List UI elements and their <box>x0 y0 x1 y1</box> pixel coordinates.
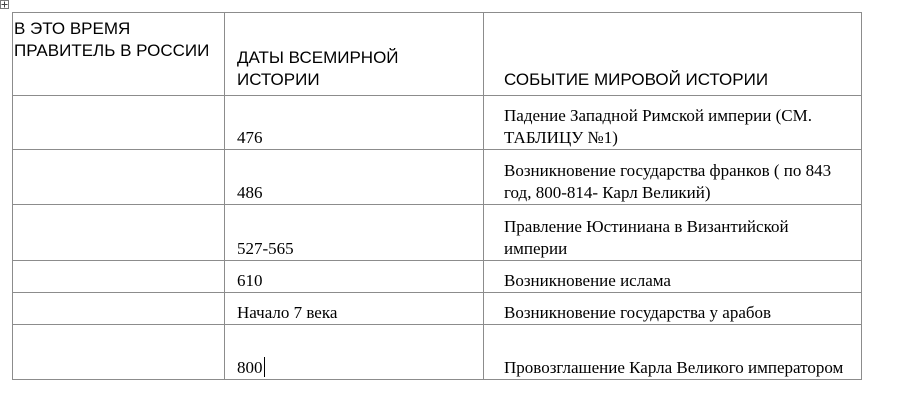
table-row <box>13 150 862 205</box>
text-cursor <box>264 357 265 377</box>
table-row <box>13 205 862 261</box>
ruler-cell[interactable] <box>13 325 225 380</box>
date-cell[interactable] <box>225 325 484 380</box>
header-event-cell[interactable]: СОБЫТИЕ МИРОВОЙ ИСТОРИИ <box>484 13 862 96</box>
move-arrows-icon <box>1 1 8 8</box>
date-cell[interactable]: Начало 7 века <box>225 293 484 325</box>
date-cell[interactable]: 527-565 <box>225 205 484 261</box>
event-cell[interactable]: Возникновение государства франков ( по 843 год, 800-814- Карл Великий) <box>484 150 862 205</box>
ruler-cell[interactable] <box>13 150 225 205</box>
table-row <box>13 96 862 150</box>
table-row <box>13 293 862 325</box>
table-header-row <box>13 13 862 96</box>
ruler-cell[interactable] <box>13 293 225 325</box>
header-ruler-cell[interactable]: В ЭТО ВРЕМЯ ПРАВИТЕЛЬ В РОССИИ <box>13 13 225 96</box>
event-cell[interactable]: Падение Западной Римской империи (СМ. ТАБЛИЦУ №1) <box>484 96 862 150</box>
table-row <box>13 261 862 293</box>
date-text: 800 <box>237 358 263 377</box>
ruler-cell[interactable] <box>13 205 225 261</box>
history-table <box>12 12 862 380</box>
table-row <box>13 325 862 380</box>
event-cell[interactable]: Возникновение ислама <box>484 261 862 293</box>
ruler-cell[interactable] <box>13 96 225 150</box>
header-dates-cell[interactable]: ДАТЫ ВСЕМИРНОЙ ИСТОРИИ <box>225 13 484 96</box>
event-cell[interactable]: Провозглашение Карла Великого императором <box>484 325 862 380</box>
event-cell[interactable]: Правление Юстиниана в Византийской империи <box>484 205 862 261</box>
date-cell[interactable]: 486 <box>225 150 484 205</box>
ruler-cell[interactable] <box>13 261 225 293</box>
date-cell[interactable]: 610 <box>225 261 484 293</box>
date-cell[interactable]: 476 <box>225 96 484 150</box>
event-cell[interactable]: Возникновение государства у арабов <box>484 293 862 325</box>
table-move-handle[interactable] <box>0 0 9 9</box>
